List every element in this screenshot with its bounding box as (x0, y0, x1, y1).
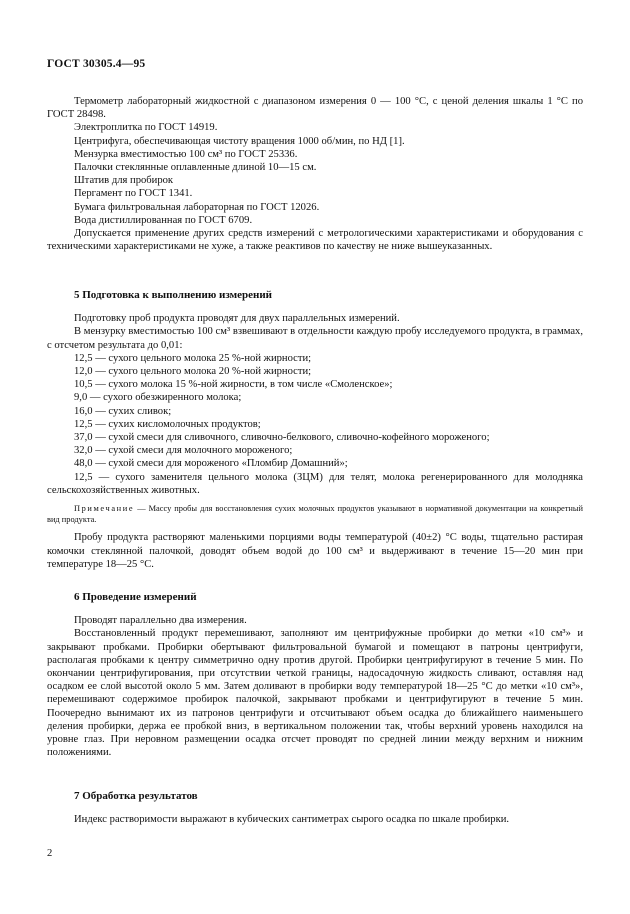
note-label: Примечание (74, 504, 135, 514)
section-5-paragraph: В мензурку вместимостью 100 см³ взвешивают в отдельности каждую пробу исследуемого продукта, в граммах, с отсчетом результата до 0,01: (47, 326, 583, 351)
equipment-item: Вода дистиллированная по ГОСТ 6709. (74, 214, 253, 226)
section-5-paragraph: Подготовку проб продукта проводят для двух параллельных измерений. (74, 313, 400, 325)
section-6 (47, 591, 583, 759)
section-6-title: 6 Проведение измерений (74, 591, 197, 603)
section-7 (47, 790, 583, 826)
note-text: — Массу пробы для восстановления сухих молочных продуктов указывают в нормативной документации на конкретный вид продукта. (47, 504, 584, 525)
equipment-item: Бумага фильтровальная лабораторная по ГОСТ 12026. (74, 201, 320, 213)
section-6-paragraph: Восстановленный продукт перемешивают, заполняют им центрифужные пробирки до метки «10 см³» и закрывают пробками. Пробирки обертывают фильтровальной бумагой и помещают в патроны центрифуги, располагая пробками к центру симметрично одну против другой. Пробирки центрифугируют в течение 5 мин. По окончании центрифугирования, при отсутствии четкой границы, надосадочную жидкость сливают, оставляя над осадком ее слой высотой около 5 мм. Затем доливают в пробирки воду температурой 18—25 °С до метки «10 см³», перемешивают содержимое пробирок палочкой, закрывают пробками и центрифугируют в течение 5 мин. Поочередно вынимают их из патронов центрифуги и отсчитывают объем осадка до ближайшего наименьшего деления пробирки, держа ее пробкой вниз, в вертикальном положении так, чтобы верхний уровень находился на уровне глаз. При неровном размещении осадка отсчет проводят по средней линии между верхним и нижним положениями. (47, 628, 583, 759)
equipment-item: Термометр лабораторный жидкостной с диапазоном измерения 0 — 100 °С, с ценой деления шкалы 1 °С по ГОСТ 28498. (47, 96, 583, 121)
equipment-list (47, 95, 583, 253)
section-5 (47, 289, 583, 571)
sample-mass-item: 12,5 — сухого цельного молока 25 %-ной жирности; (74, 352, 312, 364)
sample-mass-item: 48,0 — сухой смеси для мороженого «Пломбир Домашний»; (74, 458, 348, 470)
equipment-item: Палочки стеклянные оплавленные длиной 10—15 см. (74, 162, 317, 174)
sample-mass-item: 12,5 — сухого заменителя цельного молока (ЗЦМ) для телят, молока регенерированного для молодняка сельскохозяйственных животных. (47, 471, 583, 496)
allowance-paragraph: Допускается применение других средств измерений с метрологическими характеристиками и оборудования с техническими характеристиками не хуже, а также реактивов по качеству не ниже вышеуказанных. (47, 228, 583, 253)
note (47, 503, 583, 525)
sample-mass-item: 12,5 — сухих кисломолочных продуктов; (74, 418, 261, 430)
sample-mass-item: 9,0 — сухого обезжиренного молока; (74, 392, 242, 404)
standard-header: ГОСТ 30305.4—95 (47, 58, 146, 70)
page-number: 2 (47, 848, 53, 859)
equipment-item: Электроплитка по ГОСТ 14919. (74, 122, 218, 134)
sample-mass-item: 32,0 — сухой смеси для молочного мороженого; (74, 445, 293, 457)
sample-mass-item: 12,0 — сухого цельного молока 20 %-ной жирности; (74, 366, 312, 378)
section-5-title: 5 Подготовка к выполнению измерений (74, 289, 272, 301)
section-5-paragraph: Пробу продукта растворяют маленькими порциями воды температурой (40±2) °С воды, тщательно растирая комочки стеклянной палочкой, доводят объем водой до 100 см³ и выдерживают в течение 15—20 мин при температуре 18—25 °С. (47, 532, 583, 570)
equipment-item: Штатив для пробирок (74, 175, 174, 187)
sample-mass-item: 16,0 — сухих сливок; (74, 405, 172, 417)
sample-mass-item: 10,5 — сухого молока 15 %-ной жирности, в том числе «Смоленское»; (74, 379, 393, 391)
equipment-item: Пергамент по ГОСТ 1341. (74, 188, 193, 200)
section-6-paragraph: Проводят параллельно два измерения. (74, 615, 247, 627)
equipment-item: Центрифуга, обеспечивающая чистоту вращения 1000 об/мин, по НД [1]. (74, 135, 405, 147)
section-7-title: 7 Обработка результатов (74, 790, 198, 802)
sample-mass-item: 37,0 — сухой смеси для сливочного, сливочно-белкового, сливочно-кофейного мороженого; (74, 432, 490, 444)
section-7-paragraph: Индекс растворимости выражают в кубических сантиметрах сырого осадка по шкале пробирки. (74, 814, 510, 826)
equipment-item: Мензурка вместимостью 100 см³ по ГОСТ 25336. (74, 148, 298, 160)
